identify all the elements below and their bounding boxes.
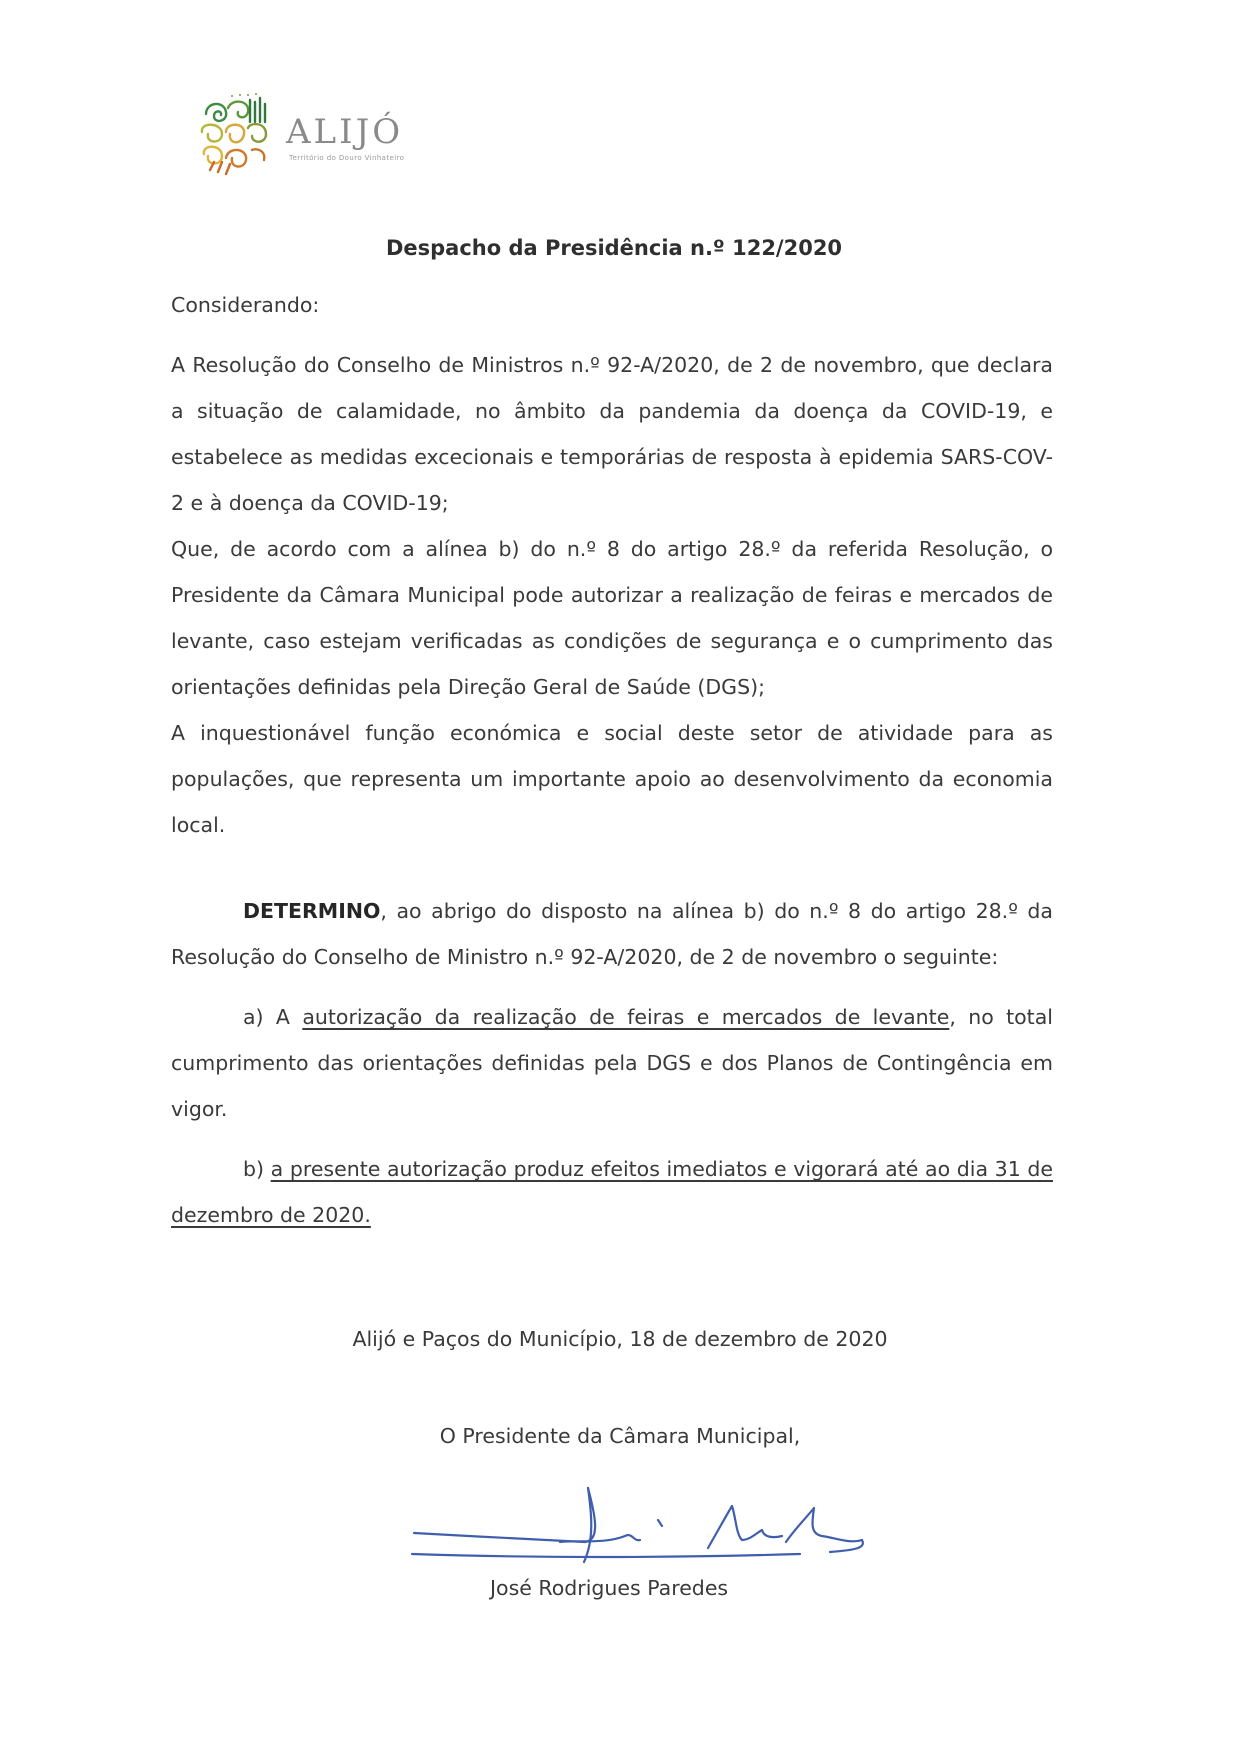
alijo-emblem-icon	[192, 92, 278, 178]
item-a	[171, 994, 1053, 1132]
item-a-rest: , no total cumprimento das orientações definidas pela DGS e dos Planos de Contingência em vigor.	[171, 1005, 1053, 1121]
determination-keyword: DETERMINO	[243, 899, 381, 923]
paragraph-authority: Que, de acordo com a alínea b) do n.º 8 do artigo 28.º da referida Resolução, o Presidente da Câmara Municipal pode autorizar a realização de feiras e mercados de levante, caso estejam verificadas as condições de segurança e o cumprimento das orientações definidas pela Direção Geral de Saúde (DGS);	[171, 537, 1053, 699]
item-a-prefix: a) A	[243, 1005, 303, 1029]
item-b-prefix: b)	[243, 1157, 271, 1181]
logo-tagline: Território do Douro Vinhateiro	[289, 154, 405, 162]
logo-wordmark: ALIJÓ	[286, 112, 404, 152]
signatory-name: José Rodrigues Paredes	[490, 1576, 729, 1600]
item-b	[171, 1146, 1053, 1238]
handwritten-signature	[410, 1478, 880, 1578]
paragraph-resolution: A Resolução do Conselho de Ministros n.º 92-A/2020, de 2 de novembro, que declara a situação de calamidade, no âmbito da pandemia da doença da COVID-19, e estabelece as medidas excecionais e temporárias de resposta à epidemia SARS-COV-2 e à doença da COVID-19;	[171, 353, 1053, 515]
determination-paragraph	[171, 888, 1053, 980]
alijo-logo	[192, 92, 422, 184]
signatory-role: O Presidente da Câmara Municipal,	[439, 1424, 801, 1448]
intro-text: Considerando:	[171, 293, 320, 317]
paragraph-economic-function: A inquestionável função económica e social deste setor de atividade para as populações, que representa um importante apoio ao desenvolvimento da economia local.	[171, 721, 1053, 837]
item-a-underlined: autorização da realização de feiras e mercados de levante	[302, 1005, 950, 1029]
document-title: Despacho da Presidência n.º 122/2020	[385, 236, 843, 260]
determination-text: , ao abrigo do disposto na alínea b) do n.º 8 do artigo 28.º da Resolução do Conselho de Ministro n.º 92-A/2020, de 2 de novembro o seguinte:	[171, 899, 1053, 969]
place-date: Alijó e Paços do Município, 18 de dezembro de 2020	[352, 1327, 888, 1351]
item-b-underlined: a presente autorização produz efeitos imediatos e vigorará até ao dia 31 de dezembro de 2020.	[171, 1157, 1053, 1227]
